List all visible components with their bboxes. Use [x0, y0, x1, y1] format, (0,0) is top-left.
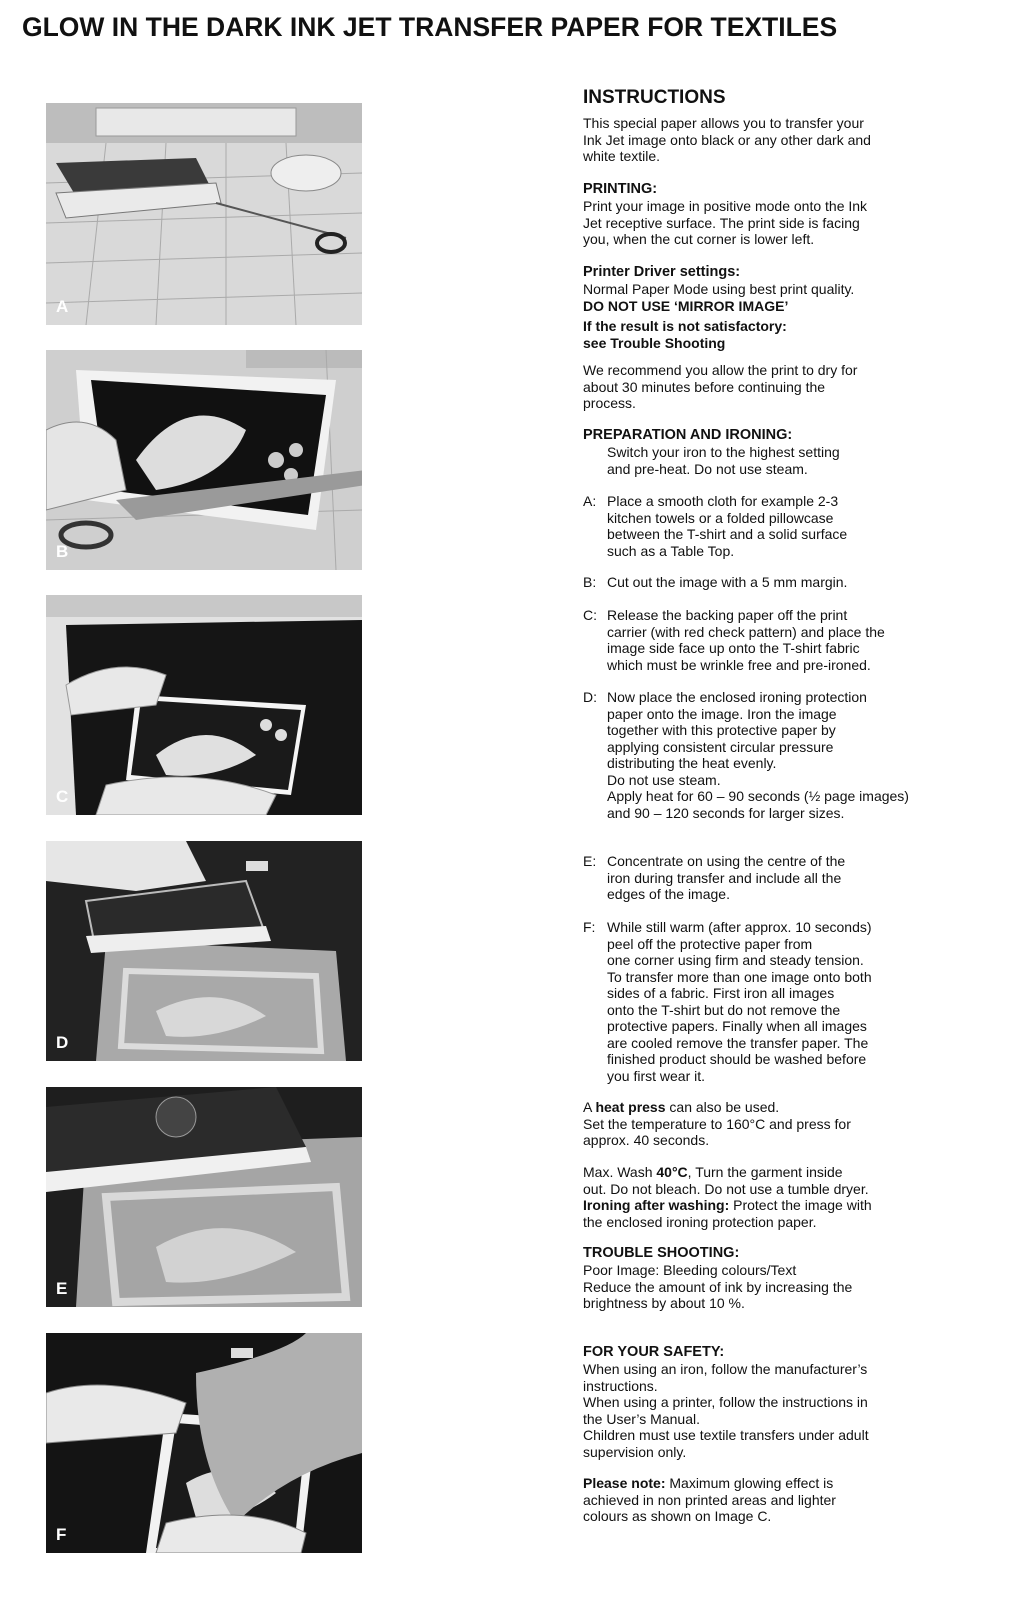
step-line: between the T-shirt and a solid surface	[607, 526, 848, 542]
step-b	[583, 574, 993, 591]
photo-d	[46, 841, 362, 1061]
photo-e-image	[46, 1087, 362, 1307]
step-line: Apply heat for 60 – 90 seconds (½ page images)	[607, 788, 909, 804]
ironing-after-post: Protect the image with	[729, 1197, 872, 1213]
step-line: sides of a fabric. First iron all images	[607, 985, 835, 1001]
driver-section	[583, 264, 993, 351]
intro-text	[583, 115, 993, 165]
safety-heading: FOR YOUR SAFETY:	[583, 1344, 725, 1360]
photo-d-letter: D	[56, 1033, 69, 1052]
dry-line: We recommend you allow the print to dry for	[583, 362, 858, 378]
safety-line: When using a printer, follow the instructions in	[583, 1394, 868, 1410]
step-label: C:	[583, 607, 597, 623]
printing-heading: PRINTING:	[583, 181, 658, 197]
photo-b	[46, 350, 362, 570]
driver-line: Normal Paper Mode using best print quality.	[583, 281, 855, 297]
step-line: Now place the enclosed ironing protection	[607, 689, 867, 705]
photo-f-image	[46, 1333, 362, 1553]
wash-post: , Turn the garment inside	[687, 1164, 843, 1180]
mirror-warning: DO NOT USE ‘MIRROR IMAGE’	[583, 297, 789, 314]
safety-line: When using an iron, follow the manufacturer’s	[583, 1361, 868, 1377]
page-title: GLOW IN THE DARK INK JET TRANSFER PAPER FOR TEXTILES	[22, 12, 838, 42]
printing-section	[583, 181, 993, 248]
preparation-heading: PREPARATION AND IRONING:	[583, 427, 793, 443]
step-line: together with this protective paper by	[607, 722, 836, 738]
wash-section	[583, 1164, 993, 1230]
safety-line: Children must use textile transfers under adult	[583, 1427, 869, 1443]
step-line: which must be wrinkle free and pre-ironed.	[607, 656, 871, 673]
photo-b-letter: B	[56, 542, 69, 561]
note-section	[583, 1475, 993, 1525]
step-line: finished product should be washed before	[607, 1051, 867, 1067]
note-line: colours as shown on Image C.	[583, 1508, 772, 1524]
step-c	[583, 607, 993, 673]
step-line: paper onto the image. Iron the image	[607, 705, 837, 722]
note-line	[583, 1475, 993, 1492]
heatpress-line	[583, 1099, 993, 1116]
trouble-line: Reduce the amount of ink by increasing the	[583, 1278, 853, 1295]
printing-line: Jet receptive surface. The print side is facing	[583, 214, 860, 231]
step-line: Concentrate on using the centre of the	[607, 853, 846, 869]
step-line: Release the backing paper off the print	[607, 607, 848, 623]
intro-line: white textile.	[583, 148, 661, 164]
step-line: applying consistent circular pressure	[607, 738, 834, 755]
instructions-heading: INSTRUCTIONS	[583, 87, 726, 108]
photo-e	[46, 1087, 362, 1307]
step-label: D:	[583, 689, 597, 705]
step-line: onto the T-shirt but do not remove the	[607, 1001, 841, 1018]
safety-line: instructions.	[583, 1377, 658, 1394]
intro-line: Ink Jet image onto black or any other dark and	[583, 131, 871, 148]
step-line: carrier (with red check pattern) and place the	[607, 623, 885, 640]
trouble-line: Poor Image: Bleeding colours/Text	[583, 1262, 797, 1278]
step-line: edges of the image.	[607, 886, 730, 902]
photo-a	[46, 103, 362, 325]
step-line: peel off the protective paper from	[607, 935, 813, 952]
driver-note: If the result is not satisfactory:	[583, 318, 787, 334]
wash-line	[583, 1164, 993, 1181]
printing-line: Print your image in positive mode onto the Ink	[583, 198, 868, 214]
photo-a-letter: A	[56, 297, 69, 316]
trouble-line: brightness by about 10 %.	[583, 1295, 745, 1311]
heatpress-post: can also be used.	[665, 1099, 780, 1115]
step-line: protective papers. Finally when all images	[607, 1018, 867, 1034]
dry-line: about 30 minutes before continuing the	[583, 378, 826, 395]
driver-heading: Printer Driver settings:	[583, 264, 741, 280]
step-line: you first wear it.	[607, 1067, 706, 1084]
heatpress-line: Set the temperature to 160°C and press for	[583, 1115, 851, 1132]
wash-pre: Max. Wash	[583, 1164, 657, 1180]
step-f	[583, 919, 993, 1084]
note-bold: Please note:	[583, 1475, 666, 1491]
step-line: Place a smooth cloth for example 2-3	[607, 493, 839, 509]
step-line: are cooled remove the transfer paper. The	[607, 1034, 869, 1051]
step-line: and 90 – 120 seconds for larger sizes.	[607, 804, 845, 821]
step-line: image side face up onto the T-shirt fabric	[607, 640, 860, 656]
photo-f	[46, 1333, 362, 1553]
step-line: such as a Table Top.	[607, 542, 735, 559]
photo-d-image	[46, 841, 362, 1061]
printing-line: you, when the cut corner is lower left.	[583, 231, 815, 247]
wash-temp: 40°C	[656, 1164, 688, 1180]
photo-a-image	[46, 103, 362, 325]
step-label: E:	[583, 853, 597, 869]
photo-b-image	[46, 350, 362, 570]
photo-f-letter: F	[56, 1525, 67, 1544]
step-line: kitchen towels or a folded pillowcase	[607, 509, 834, 526]
heatpress-pre: A	[583, 1099, 596, 1115]
preparation-line: Switch your iron to the highest setting	[607, 444, 840, 460]
step-e	[583, 853, 993, 903]
step-a	[583, 493, 993, 559]
wash-line: out. Do not bleach. Do not use a tumble dryer.	[583, 1180, 869, 1197]
ironing-after-line	[583, 1197, 993, 1214]
trouble-heading: TROUBLE SHOOTING:	[583, 1245, 740, 1261]
step-line: iron during transfer and include all the	[607, 869, 842, 886]
step-label: B:	[583, 574, 597, 590]
preparation-section	[583, 427, 993, 477]
step-line: Do not use steam.	[607, 771, 721, 788]
step-label: F:	[583, 919, 596, 935]
photo-c-image	[46, 595, 362, 815]
step-label: A:	[583, 493, 597, 509]
photo-c-letter: C	[56, 787, 69, 806]
step-line: While still warm (after approx. 10 seconds)	[607, 919, 872, 935]
step-d	[583, 689, 993, 821]
photo-e-letter: E	[56, 1279, 68, 1298]
photo-c	[46, 595, 362, 815]
heatpress-bold: heat press	[595, 1099, 666, 1115]
trouble-section	[583, 1245, 993, 1312]
note-post: Maximum glowing effect is	[665, 1475, 834, 1491]
dry-section	[583, 362, 993, 412]
intro-line: This special paper allows you to transfer your	[583, 115, 864, 131]
heatpress-section	[583, 1099, 993, 1149]
trouble-link: see Trouble Shooting	[583, 334, 726, 351]
step-line: Cut out the image with a 5 mm margin.	[607, 574, 848, 590]
ironing-after-bold: Ironing after washing:	[583, 1197, 730, 1213]
step-line: To transfer more than one image onto both	[607, 968, 872, 985]
safety-section	[583, 1344, 993, 1460]
note-line: achieved in non printed areas and lighter	[583, 1491, 836, 1508]
safety-line: supervision only.	[583, 1443, 687, 1460]
step-line: one corner using firm and steady tension.	[607, 952, 864, 968]
heatpress-line: approx. 40 seconds.	[583, 1132, 710, 1148]
safety-line: the User’s Manual.	[583, 1410, 700, 1427]
step-line: distributing the heat evenly.	[607, 755, 777, 771]
instructions-section	[583, 87, 993, 165]
dry-line: process.	[583, 395, 636, 411]
preparation-line: and pre-heat. Do not use steam.	[607, 460, 808, 477]
wash-line: the enclosed ironing protection paper.	[583, 1213, 817, 1230]
